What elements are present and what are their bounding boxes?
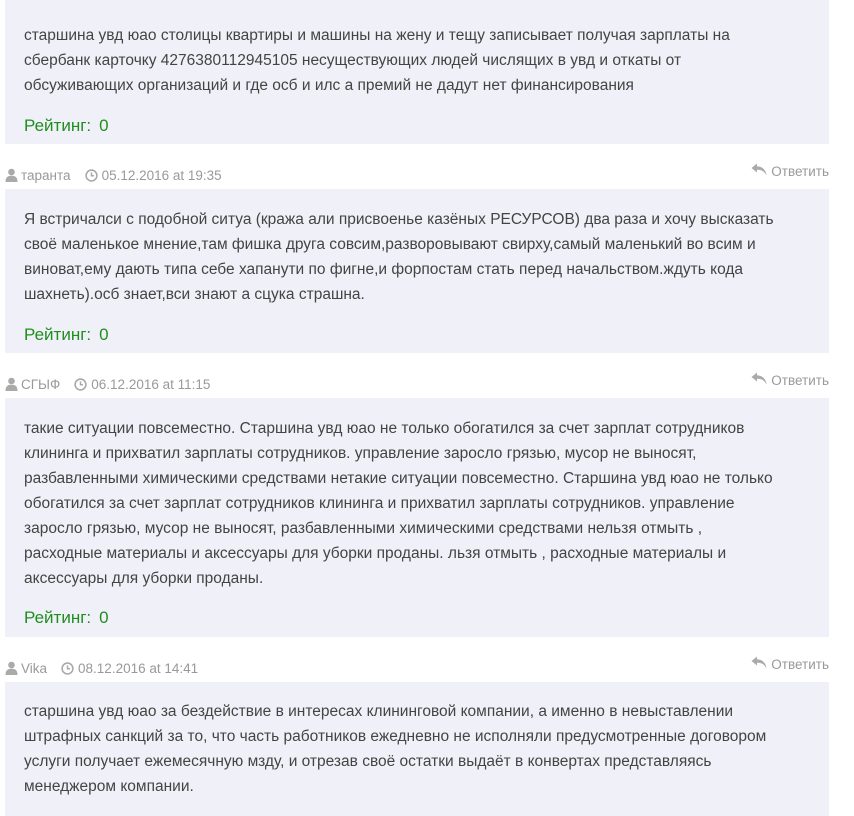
comment-line: штрафных санкций за то, что часть работников ежедневно не исполняли предусмотренные договором — [24, 728, 767, 745]
comment-text — [24, 398, 817, 591]
user-icon — [5, 661, 18, 675]
rating-value: 0 — [99, 325, 109, 344]
comment-line: аксессуары для уборки проданы. — [24, 570, 264, 587]
comment-box — [5, 398, 829, 637]
reply-button[interactable] — [751, 161, 829, 181]
comment-date: 05.12.2016 at 19:35 — [101, 167, 222, 183]
rating-label: Рейтинг: — [24, 116, 92, 135]
comment-author[interactable]: СГЫФ — [21, 376, 61, 392]
comment-text — [24, 0, 817, 98]
comment-date: 06.12.2016 at 11:15 — [91, 376, 211, 392]
reply-label: Ответить — [771, 656, 829, 672]
comment-meta — [5, 165, 222, 185]
comment-line: клининга и прихватил зарплаты сотрудников. управление заросло грязью, мусор не выносят, — [24, 445, 697, 462]
comment-line: разбавленными химическими средствами нетакие ситуации повсеместно. Старшина увд юао не только — [24, 470, 773, 487]
comment-line: менеджером компании. — [24, 778, 194, 795]
user-icon — [5, 168, 18, 182]
comment-line: обсуживающих организаций и где осб и илс а премий не дадут нет финансирования — [24, 77, 634, 94]
comment-line: сбербанк карточку 4276380112945105 несуществующих людей числящих в увд и откаты от — [24, 52, 682, 69]
rating-value: 0 — [99, 608, 109, 627]
comment-line: заросло грязью, мусор не выносят, разбавленными химическими средствами нельзя отмыть , — [24, 520, 703, 537]
reply-button[interactable] — [751, 370, 829, 390]
comment-line: старшина увд юао за бездействие в интересах клининговой компании, а именно в невыставлении — [24, 703, 734, 720]
comment-line: обогатился за счет зарплат сотрудников клининга и прихватил зарплаты сотрудников. управление — [24, 495, 735, 512]
comment-box — [5, 0, 829, 144]
comment-line: шахнеть).осб знает,вси знают а сцука страшна. — [24, 286, 365, 303]
comment-line: услуги получает ежемесячную мзду, и отрезав своё остатки выдаёт в конвертах представляясь — [24, 753, 712, 770]
reply-button[interactable] — [751, 654, 829, 674]
comment-text — [24, 189, 817, 307]
comment-meta — [5, 374, 210, 394]
reply-icon — [751, 163, 767, 179]
reply-icon — [751, 372, 767, 388]
reply-icon — [751, 656, 767, 672]
comment-meta — [5, 658, 198, 678]
comment-rating — [24, 608, 109, 628]
comment-line: такие ситуации повсеместно. Старшина увд юао не только обогатился за счет зарплат сотрудников — [24, 420, 745, 437]
comment-text — [24, 682, 817, 799]
comment-line: расходные материалы и аксессуары для уборки проданы. льзя отмыть , расходные материалы и — [24, 545, 727, 562]
clock-icon — [85, 169, 98, 182]
comment-box — [5, 682, 829, 816]
clock-icon — [74, 378, 87, 391]
comment-line: своё маленькое мнение,там фишка друга совсим,разворовывают свирху,самый маленький во всим и — [24, 236, 756, 253]
comment-author[interactable]: Vika — [21, 660, 48, 676]
user-icon — [5, 377, 18, 391]
comment-box — [5, 189, 829, 353]
comment-line: Я встричалси с подобной ситуа (кража али присвоенье казёных РЕСУРСОВ) два раза и хочу высказать — [24, 211, 774, 228]
rating-label: Рейтинг: — [24, 608, 92, 627]
comment-rating — [24, 325, 109, 345]
rating-label: Рейтинг: — [24, 325, 92, 344]
rating-value: 0 — [99, 116, 109, 135]
comment-line: старшина увд юао столицы квартиры и машины на жену и тещу записывает получая зарплаты на — [24, 27, 730, 44]
comment-date: 08.12.2016 at 14:41 — [78, 660, 199, 676]
comment-line: виноват,ему дають типа себе хапанути по фигне,и форпостам стать перед начальством.ждуть кода — [24, 261, 744, 278]
comment-author[interactable]: таранта — [21, 167, 71, 183]
clock-icon — [61, 662, 74, 675]
reply-label: Ответить — [771, 372, 829, 388]
comment-rating — [24, 116, 109, 136]
reply-label: Ответить — [771, 163, 829, 179]
